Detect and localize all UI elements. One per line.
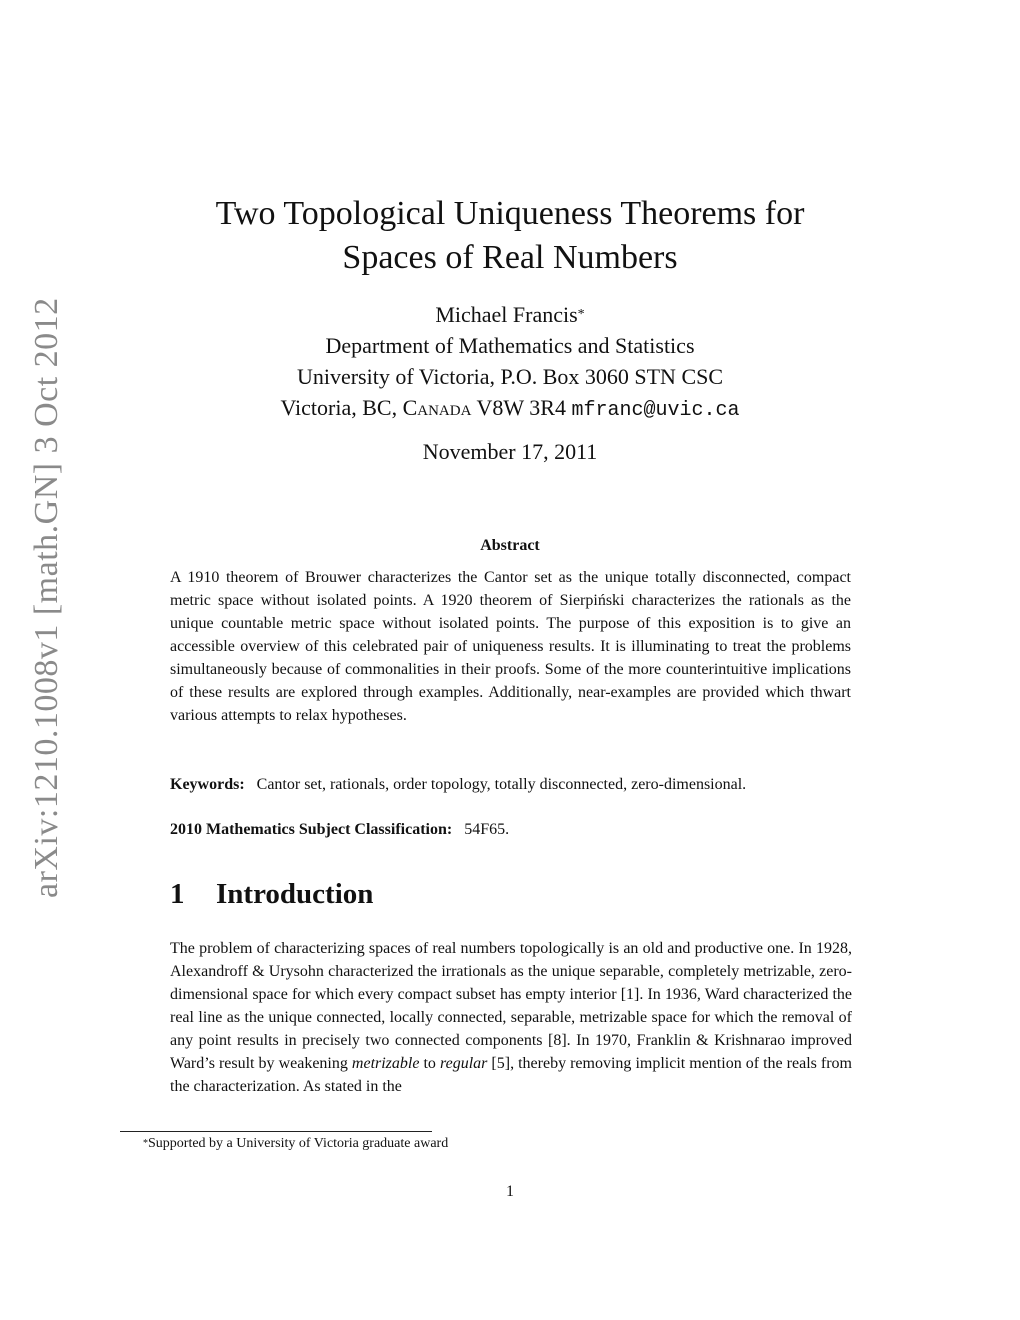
page-number: 1 (506, 1183, 514, 1200)
title-line-2: Spaces of Real Numbers (342, 239, 678, 276)
footnote (143, 1135, 448, 1153)
intro-paragraph (170, 937, 852, 1098)
msc-text: 54F65. (464, 821, 510, 838)
author-country: Canada (402, 395, 472, 420)
keywords-text: Cantor set, rationals, order topology, totally disconnected, zero-dimensional. (256, 776, 747, 793)
msc-label: 2010 Mathematics Subject Classification: (170, 821, 453, 838)
keywords-label: Keywords: (170, 776, 245, 793)
author-name: Michael Francis (435, 302, 578, 327)
intro-em-regular: regular (439, 1055, 488, 1072)
footnote-text: Supported by a University of Victoria graduate award (148, 1136, 449, 1151)
keywords-line (170, 773, 890, 796)
author-department: Department of Mathematics and Statistics (325, 333, 695, 358)
title-line-1: Two Topological Uniqueness Theorems for (215, 195, 805, 232)
footnote-mark: * (143, 1138, 148, 1149)
section-heading (170, 878, 373, 911)
author-block (160, 299, 860, 426)
intro-part-3: [5], thereby removing implicit mention of the reals from the characterization. As stated in the (170, 1055, 852, 1095)
msc-line (170, 818, 870, 841)
author-postal: V8W 3R4 (476, 395, 566, 420)
arxiv-side-stamp: arXiv:1210.1008v1 [math.GN] 3 Oct 2012 (28, 297, 65, 898)
section-number: 1 (170, 878, 185, 910)
footnote-rule (120, 1131, 432, 1132)
intro-part-1: The problem of characterizing spaces of real numbers topologically is an old and productive one. In 1928, Alexandroff & Urysohn characterized the irrationals as the unique separable, completely metrizable, zero-dimensional space for which every compact subset has empty interior [1]. In 1936, Ward characterized the real line as the unique connected, locally connected, separable, metrizable space for which the removal of any point results in precisely two connected components [8]. In 1970, Franklin & Krishnarao improved Ward’s result by weakening (170, 940, 852, 1072)
author-email[interactable]: mfranc@uvic.ca (571, 399, 740, 422)
intro-part-2: to (423, 1055, 436, 1072)
intro-em-metrizable: metrizable (351, 1055, 420, 1072)
author-address-line (160, 392, 860, 426)
abstract-heading: Abstract (480, 537, 540, 554)
section-title: Introduction (216, 878, 374, 910)
author-name-line (160, 299, 860, 330)
author-university: University of Victoria, P.O. Box 3060 STN CSC (296, 364, 724, 389)
paper-date: November 17, 2011 (422, 439, 598, 464)
abstract-text: A 1910 theorem of Brouwer characterizes the Cantor set as the unique totally disconnected, compact metric space without isolated points. A 1920 theorem of Sierpiński characterizes the rationals as the unique countable metric space without isolated points. The purpose of this exposition is to give an accessible overview of this celebrated pair of uniqueness results. It is illuminating to treat the problems simultaneously because of commonalities in their proofs. Some of the more counterintuitive implications of these results are explored through examples. Additionally, near-examples are provided which thwart various attempts to relax hypotheses. (170, 569, 851, 724)
paper-title (150, 192, 870, 280)
author-city: Victoria, BC, (280, 395, 398, 420)
author-footnote-mark: * (577, 307, 585, 322)
